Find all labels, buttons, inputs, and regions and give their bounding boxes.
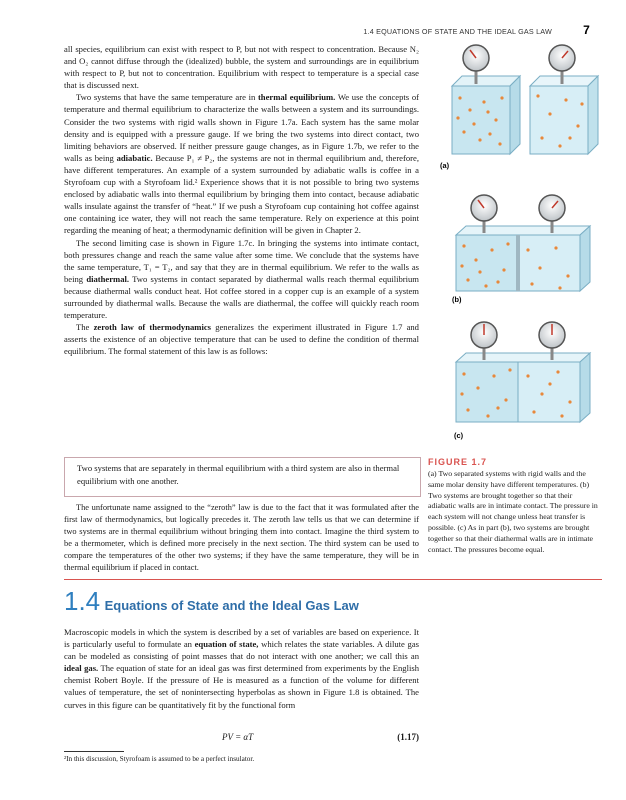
running-title: 1.4 EQUATIONS OF STATE AND THE IDEAL GAS LAW: [363, 27, 552, 36]
footnote: ²In this discussion, Styrofoam is assumed to be a perfect insulator.: [64, 755, 255, 763]
key-term: thermal equilibrium.: [257, 92, 336, 103]
equation-text: PV = αT: [222, 732, 254, 742]
key-term: ideal gas.: [64, 663, 99, 674]
section-rule: [64, 579, 602, 580]
key-term: equation of state,: [194, 639, 259, 650]
paragraph: [64, 321, 419, 357]
system-box-right: [518, 362, 580, 422]
equation-number: (1.17): [397, 732, 419, 742]
text-run: Because P₁ ≠ P₂, the systems are not in thermal equilibrium and, therefore, have different temperatures. An example of a system surrounded by adiabatic walls is coffee in a Styrofoam cup with a Styrofoam lid.² Experience shows that it is not possible to bring two systems enclosed by adiabatic walls into thermal equilibrium by bringing them into contact, because adiabatic walls insulate against the transfer of “heat.” If we push a Styrofoam cup containing hot coffee against one containing ice water, they will not reach the same temperature. Rely on experience at this point regarding the meaning of heat; a thermodynamic definition will be given in Chapter 2.: [64, 152, 419, 236]
zeroth-law-text: Two systems that are separately in thermal equilibrium with a third system are also in thermal equilibrium with one another.: [77, 463, 400, 486]
figure-illustration: [440, 40, 610, 460]
key-term: diathermal.: [86, 273, 130, 284]
system-box-right: [518, 235, 580, 291]
text-run: Two systems that have the same temperature are in: [76, 92, 258, 103]
panel-c: [456, 322, 590, 422]
text-run: Two systems in contact separated by diathermal walls reach thermal equilibrium because diathermal walls conduct heat. Hot coffee stored in a copper cup is an example of a system surrounded by diathermal walls. Because the walls are diathermal, the coffee will quickly reach room temperature.: [64, 273, 419, 321]
text-run: The equation of state for an ideal gas was first determined from experiments by the English chemist Robert Boyle. If the pressure of He is measured as a function of the volume for different values of temperature, the set of nonintersecting hyperbolas as shown in Figure 1.8 is obtained. The curves in this figure can be quantitatively fit by the functional form: [64, 663, 419, 710]
section-title: Equations of State and the Ideal Gas Law: [104, 598, 359, 613]
text-run: The second limiting case is shown in Figure 1.7c. In bringing the systems into intimate contact, both pressures change and reach the same value after some time. We conclude that the systems have the same temperature, T₁ = T₂, and say that they are in thermal equilibrium. We refer to the walls as being: [64, 237, 419, 284]
text-run: Macroscopic models in which the system is described by a set of variables are based on experience. It is particularly useful to formulate an: [64, 627, 419, 650]
text-run: generalizes the experiment illustrated in Figure 1.7 and asserts the existence of an objective temperature that can be used to define the condition of thermal equilibrium. The formal statement of this law is as follows:: [64, 322, 419, 357]
key-term: zeroth law of thermodynamics: [93, 322, 211, 333]
panel-label-c: (c): [454, 431, 464, 440]
section-number: 1.4: [64, 586, 101, 616]
figure-1-7: [440, 40, 610, 460]
paragraph: [64, 502, 419, 575]
paragraph: [64, 237, 419, 322]
zeroth-law-box: [64, 457, 421, 497]
figure-title: FIGURE 1.7: [428, 457, 488, 467]
panel-label-b: (b): [452, 295, 462, 304]
panel-label-a: (a): [440, 161, 450, 170]
footnote-rule: [64, 751, 124, 752]
paragraph: all species, equilibrium can exist with respect to P, but not with respect to concentration. Because N₂ and O₂ cannot diffuse through the (idealized) bubble, the system and surroundings are in equilibrium with respect to P, but not to concentration. Equilibrium with respect to temperature is a special case that is discussed next.: [64, 44, 419, 91]
figure-caption-text: (a) Two separated systems with rigid walls and the same molar density have different temperatures. (b) Two systems are brought together so that their adiabatic walls are in intimate contact. The pressure in each system will not change unless heat transfer is possible. (c) As in part (b), two systems are brought together so that their diathermal walls are in intimate contact. The pressures become equal.: [428, 469, 598, 554]
figure-caption: [428, 457, 598, 555]
adiabatic-wall: [516, 235, 520, 291]
system-box-left: [456, 362, 518, 422]
paragraph: [64, 91, 419, 236]
page-number: 7: [583, 23, 590, 37]
panel-b: [456, 195, 590, 291]
main-column: [64, 43, 419, 357]
text-run: The: [76, 322, 94, 333]
text-run: which relates the state variables. A dilute gas can be modeled as consisting of point masses that do not interact with one another; we call this an: [64, 639, 419, 662]
section-heading: [64, 586, 359, 617]
key-term: adiabatic.: [116, 152, 153, 163]
text-run: We use the concepts of temperature and thermal equilibrium to characterize the walls between a system and its surroundings. Consider the two systems with rigid walls shown in Figure 1.7a. Each system has the same molar density and is equipped with a pressure gauge. If we bring the two systems into direct contact, two limiting behaviors are observed. If neither pressure gauge changes, as in Figure 1.7b, we refer to the walls as being: [64, 92, 419, 163]
section-body: [64, 626, 419, 711]
panel-a: [452, 45, 598, 154]
paragraph-text: The unfortunate name assigned to the “zeroth” law is due to the fact that it was formulated after the first law of thermodynamics, but logically precedes it. The zeroth law tells us that we can determine if two systems are in thermal equilibrium without bringing them into contact. Imagine the third system to be a thermometer, which is defined more precisely in the next section. The third system can be used to compare the temperatures of the other two systems; if they have the same temperature, they will be in thermal equilibrium if placed in contact.: [64, 503, 419, 573]
